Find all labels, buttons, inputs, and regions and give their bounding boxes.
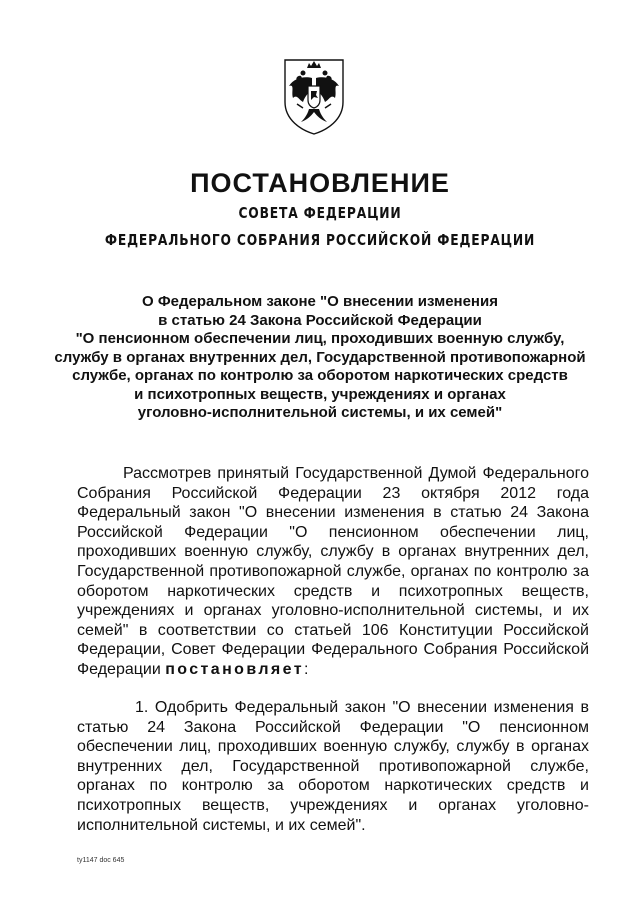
preamble-text: Рассмотрев принятый Государственной Думой Федерального Собрания Российской Федерации 23 октября 2012 года Федеральный закон "О внесении изменения в статью 24 Закона Российской Федерации "О пенсионном обеспечении лиц, проходивших военную службу, службу в органах внутренних дел, Государственной противопожарной службе, органах по контролю за оборотом наркотических средств и психотропных веществ, учреждениях и органах уголовно-исполнительной системы, и их семей" в соответствии со статьей 106 Конституции Российской Федерации, Совет Федерации Федерального Собрания Российской Федерации — [77, 465, 589, 678]
subject-line: в статью 24 Закона Российской Федерации — [158, 311, 482, 329]
subject-line: О Федеральном законе "О внесении изменения — [142, 293, 498, 310]
coat-of-arms-icon — [279, 56, 349, 136]
issuing-body-line-2: ФЕДЕРАЛЬНОГО СОБРАНИЯ РОССИЙСКОЙ ФЕДЕРАЦИИ — [104, 231, 536, 249]
subject-line: уголовно-исполнительной системы, и их семей" — [137, 404, 503, 421]
subject-line: и психотропных веществ, учреждениях и органах — [134, 385, 506, 403]
subject-line: службе, органах по контролю за оборотом наркотических средств — [72, 367, 568, 384]
issuing-body-line-1: СОВЕТА ФЕДЕРАЦИИ — [238, 204, 402, 222]
resolves-punct: : — [303, 660, 309, 678]
subject-line: службу в органах внутренних дел, Государственной противопожарной — [54, 348, 586, 366]
resolves-word: постановляет — [165, 660, 304, 678]
preamble-paragraph — [77, 464, 589, 680]
document-subject — [40, 293, 600, 423]
subject-line: "О пенсионном обеспечении лиц, проходивших военную службу, — [75, 330, 565, 347]
clause-1-paragraph: 1. Одобрить Федеральный закон "О внесении изменения в статью 24 Закона Российской Федерации "О пенсионном обеспечении лиц, проходивших военную службу, службу в органах внутренних дел, Государственной противопожарной службе, органах по контролю за оборотом наркотических средств и психотропных веществ, учреждениях и органах уголовно-исполнительной системы, и их семей". — [77, 699, 589, 834]
file-reference: ty1147 doc 645 — [77, 857, 125, 864]
document-title: ПОСТАНОВЛЕНИЕ — [190, 168, 450, 198]
